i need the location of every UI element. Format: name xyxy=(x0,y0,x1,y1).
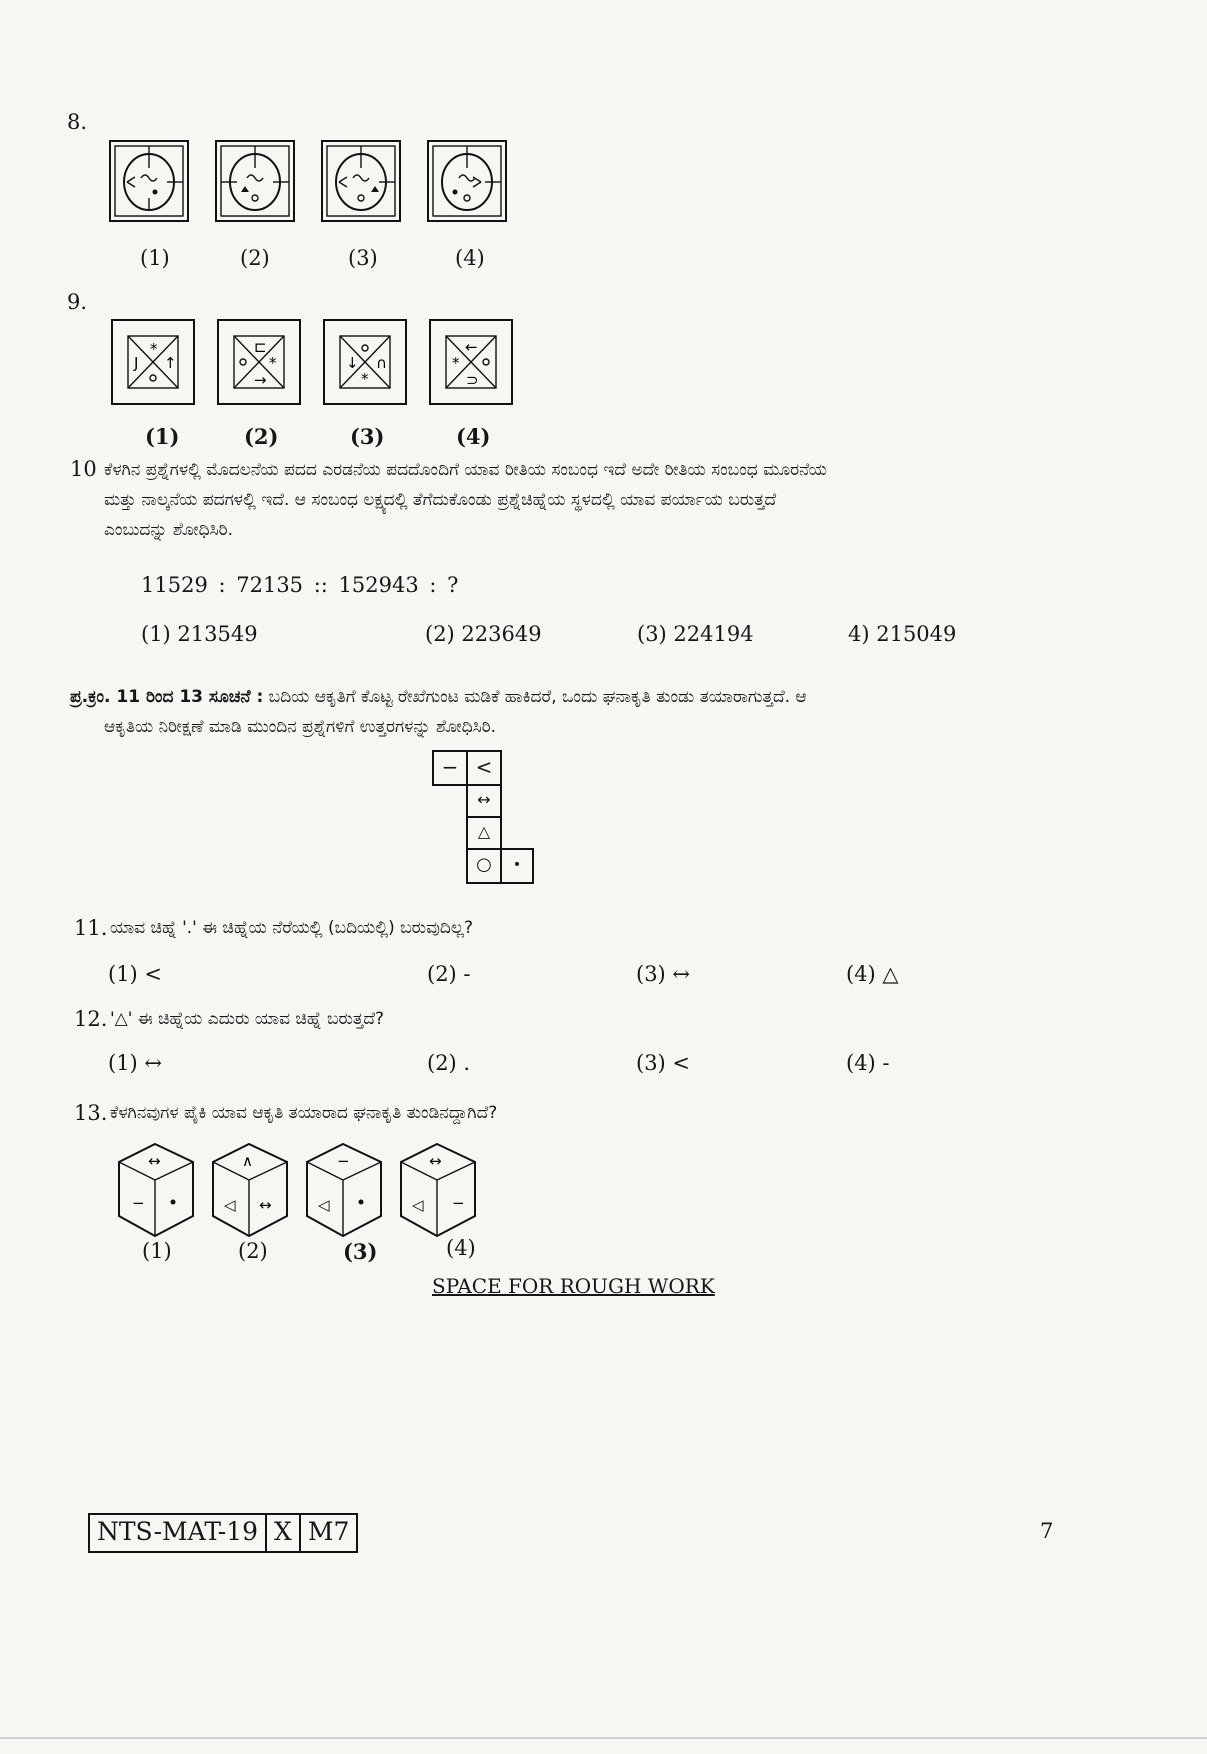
q13-cube-1 xyxy=(119,1144,193,1236)
q10-question: 11529 : 72135 :: 152943 : ? xyxy=(141,573,459,597)
q9-option-3[interactable]: (3) xyxy=(350,424,385,449)
svg-text:−: − xyxy=(337,1152,350,1170)
q12-option-2[interactable]: (2) . xyxy=(427,1051,471,1075)
svg-text:◁: ◁ xyxy=(318,1196,330,1214)
q8-option-4[interactable]: (4) xyxy=(455,246,485,270)
svg-text:◁: ◁ xyxy=(412,1196,424,1214)
q8-option-1[interactable]: (1) xyxy=(140,246,170,270)
q10-number: 10 xyxy=(70,457,97,481)
q13-option-4[interactable]: (4) xyxy=(446,1236,476,1260)
svg-text:→: → xyxy=(254,371,267,389)
q8-figure-3 xyxy=(322,141,400,221)
q12-option-1[interactable]: (1) ↔ xyxy=(108,1051,163,1075)
svg-text:*: * xyxy=(269,354,277,372)
q10-option-2[interactable]: (2) 223649 xyxy=(425,622,542,646)
svg-text:◁: ◁ xyxy=(224,1196,236,1214)
q10-instruction-line-1: ಕೆಳಗಿನ ಪ್ರಶ್ನೆಗಳಲ್ಲಿ ಮೊದಲನೆಯ ಪದದ ಎರಡನೆಯ ಪದದೊಂದಿಗೆ ಯಾವ ರೀತಿಯ ಸಂಬಂಧ ಇದೆ ಅದೇ ರೀತಿಯ ಸಂಬಂಧ ಮೂರನೆಯ xyxy=(104,460,827,480)
svg-text:*: * xyxy=(452,354,460,372)
svg-text:↓: ↓ xyxy=(346,354,359,372)
instructions-11-13-lead: ಪ್ರ.ಕ್ರಂ. 11 ರಿಂದ 13 ಸೂಚನೆ : xyxy=(70,687,264,707)
q8-option-3[interactable]: (3) xyxy=(348,246,378,270)
q8-figure-1 xyxy=(110,141,188,221)
footer-m: M7 xyxy=(299,1515,357,1551)
q12-number: 12. xyxy=(74,1007,108,1031)
footer-x: X xyxy=(265,1515,299,1551)
svg-text:↑: ↑ xyxy=(164,354,177,372)
q12-option-4[interactable]: (4) - xyxy=(846,1051,890,1075)
q11-option-3[interactable]: (3) ↔ xyxy=(636,962,691,986)
svg-text:↔: ↔ xyxy=(259,1196,272,1214)
instructions-11-13-text: ಬದಿಯ ಆಕೃತಿಗೆ ಕೊಟ್ಟ ರೇಖೆಗುಂಟ ಮಡಿಕೆ ಹಾಕಿದರೆ, ಒಂದು ಘನಾಕೃತಿ ತುಂಡು ತಯಾರಾಗುತ್ತದೆ. ಆ xyxy=(263,687,807,707)
instructions-11-13-line-2: ಆಕೃತಿಯ ನಿರೀಕ್ಷಣೆ ಮಾಡಿ ಮುಂದಿನ ಪ್ರಶ್ನೆಗಳಿಗೆ ಉತ್ತರಗಳನ್ನು ಶೋಧಿಸಿರಿ. xyxy=(104,717,497,737)
net-face-circle: ○ xyxy=(466,848,502,884)
net-face-less-than: < xyxy=(466,750,502,786)
q8-figure-4 xyxy=(428,141,506,221)
svg-text:−: − xyxy=(132,1194,145,1212)
q9-figures xyxy=(110,318,530,408)
instructions-11-13-line-1 xyxy=(70,682,807,712)
q8-number: 8. xyxy=(67,110,88,134)
q12-text: '△' ಈ ಚಿಹ್ನೆಯ ಎದುರು ಯಾವ ಚಿಹ್ನೆ ಬರುತ್ತದೆ? xyxy=(110,1009,385,1029)
q8-figure-2 xyxy=(216,141,294,221)
q11-number: 11. xyxy=(74,916,108,940)
q9-figure-1 xyxy=(112,320,194,404)
svg-text:*: * xyxy=(361,370,369,388)
q13-cube-3 xyxy=(307,1144,381,1236)
q11-option-1[interactable]: (1) < xyxy=(108,962,163,986)
footer-code-box xyxy=(88,1513,358,1553)
page-bottom-edge xyxy=(0,1737,1207,1739)
rough-work-label: SPACE FOR ROUGH WORK xyxy=(432,1274,715,1298)
net-face-dash: − xyxy=(432,750,468,786)
q10-option-1[interactable]: (1) 213549 xyxy=(141,622,258,646)
q8-figures xyxy=(105,138,585,238)
svg-text:↔: ↔ xyxy=(148,1152,161,1170)
q11-text: ಯಾವ ಚಿಹ್ನೆ '.' ಈ ಚಿಹ್ನೆಯ ನೆರೆಯಲ್ಲಿ (ಬದಿಯಲ್ಲಿ) ಬರುವುದಿಲ್ಲ? xyxy=(110,918,473,938)
q13-dice-figures xyxy=(115,1140,495,1240)
svg-text:−: − xyxy=(452,1194,465,1212)
q10-instruction-line-3: ಎಂಬುದನ್ನು ಶೋಧಿಸಿರಿ. xyxy=(104,520,234,540)
svg-text:⊃: ⊃ xyxy=(466,371,479,389)
net-face-double-arrow: ↔ xyxy=(466,784,502,818)
q13-option-2[interactable]: (2) xyxy=(238,1239,268,1263)
q13-cube-4 xyxy=(401,1144,475,1236)
q13-option-1[interactable]: (1) xyxy=(142,1239,172,1263)
svg-text:∧: ∧ xyxy=(242,1152,253,1170)
q11-option-2[interactable]: (2) - xyxy=(427,962,471,986)
q9-figure-3 xyxy=(324,320,406,404)
svg-text:∩: ∩ xyxy=(376,354,387,372)
q13-option-3[interactable]: (3) xyxy=(343,1239,378,1264)
q10-option-4[interactable]: 4) 215049 xyxy=(848,622,957,646)
q10-option-3[interactable]: (3) 224194 xyxy=(637,622,754,646)
svg-text:J: J xyxy=(134,354,139,372)
page-number: 7 xyxy=(1040,1519,1054,1543)
q9-figure-2 xyxy=(218,320,300,404)
footer-code: NTS-MAT-19 xyxy=(97,1517,259,1546)
q8-option-2[interactable]: (2) xyxy=(240,246,270,270)
q13-cube-2 xyxy=(213,1144,287,1236)
q9-number: 9. xyxy=(67,290,88,314)
q13-number: 13. xyxy=(74,1101,108,1125)
q9-figure-4 xyxy=(430,320,512,404)
q9-option-1[interactable]: (1) xyxy=(145,424,180,449)
svg-text:⊏: ⊏ xyxy=(254,338,267,356)
q12-option-3[interactable]: (3) < xyxy=(636,1051,691,1075)
net-face-triangle: △ xyxy=(466,816,502,850)
cube-net xyxy=(432,750,532,882)
q13-text: ಕೆಳಗಿನವುಗಳ ಪೈಕಿ ಯಾವ ಆಕೃತಿ ತಯಾರಾದ ಘನಾಕೃತಿ ತುಂಡಿನದ್ದಾಗಿದೆ? xyxy=(110,1103,498,1123)
svg-text:↔: ↔ xyxy=(429,1152,442,1170)
q10-instruction-line-2: ಮತ್ತು ನಾಲ್ಕನೆಯ ಪದಗಳಲ್ಲಿ ಇದೆ. ಆ ಸಂಬಂಧ ಲಕ್ಷ್ಯದಲ್ಲಿ ತೆಗೆದುಕೊಂಡು ಪ್ರಶ್ನೆಚಿಹ್ನೆಯ ಸ್ಥಳದಲ್ಲಿ ಯಾವ ಪರ್ಯಾಯ ಬರುತ್ತದೆ xyxy=(104,490,777,510)
q11-option-4[interactable]: (4) △ xyxy=(846,962,899,986)
q9-option-4[interactable]: (4) xyxy=(456,424,491,449)
svg-text:←: ← xyxy=(465,338,478,356)
q9-option-2[interactable]: (2) xyxy=(244,424,279,449)
net-face-dot: • xyxy=(500,848,534,884)
svg-text:*: * xyxy=(150,340,158,358)
